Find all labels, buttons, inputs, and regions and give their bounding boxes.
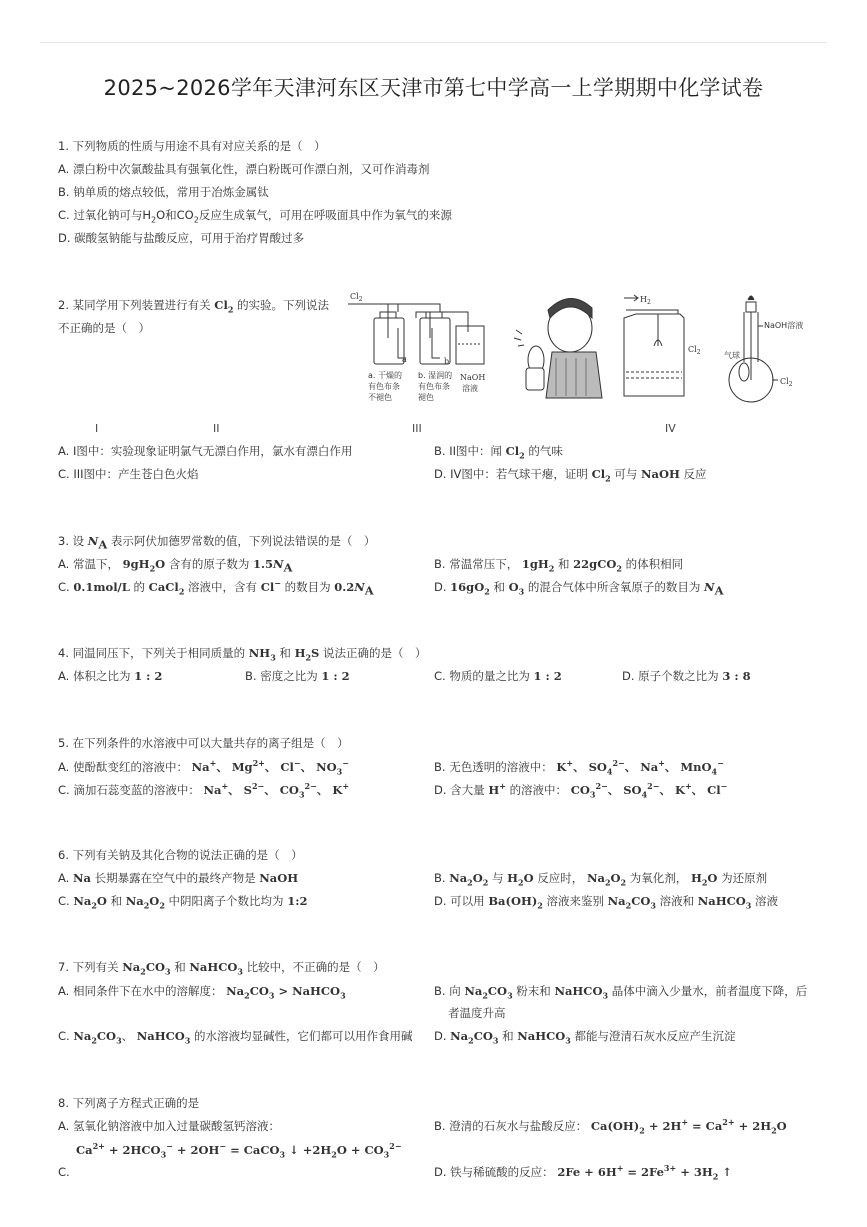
option-c[interactable]: C. 过氧化钠可与$H_2O$和$CO_2$反应生成氧气，可用在呼吸面具中作为氧气的来源	[58, 208, 452, 225]
figure-label-iii: III	[412, 422, 422, 435]
option-text: 为还原剂	[721, 871, 768, 885]
svg-text:有色布条: 有色布条	[418, 382, 450, 391]
option-a[interactable]: A. 氢氧化钠溶液中加入过量碳酸氢钙溶液：	[58, 1119, 280, 1133]
option-b[interactable]: B. 澄清的石灰水与盐酸反应： $Ca(OH)_2 + 2H^+ = Ca^{2+} + 2H_2O$	[434, 1117, 787, 1136]
option-value: 1 : 2	[134, 669, 163, 683]
option-text: B. 澄清的石灰水与盐酸反应：	[434, 1119, 588, 1133]
option-b[interactable]: B. 无色透明的溶液中： K+、 $SO_4^{2-}$、 Na+、 MnO$_4$−	[434, 758, 724, 777]
option-d[interactable]: D. $Na_2CO_3$ 和 NaHCO$_3$ 都能与澄清石灰水反应产生沉淀	[434, 1029, 736, 1046]
svg-text:a: a	[402, 355, 407, 364]
option-b[interactable]: B. II图中：闻 $Cl_2$ 的气味	[434, 444, 563, 461]
question-stem: 7. 下列有关 $Na_2CO_3$ 和 NaHCO$_3$ 比较中，不正确的是（ ）	[58, 960, 385, 977]
option-text: 长期暴露在空气中的最终产物是	[94, 871, 256, 885]
option-text: 反应	[683, 467, 707, 481]
option-text: 和	[502, 1029, 514, 1043]
question-stem: 5. 在下列条件的水溶液中可以大量共存的离子组是（ ）	[58, 736, 349, 750]
option-value: 1 : 2	[321, 669, 350, 683]
option-text: 和	[110, 894, 123, 908]
apparatus-figures	[340, 288, 840, 418]
option-text: 的	[133, 580, 146, 594]
figure-label-i: I	[95, 422, 99, 435]
question-stem: 1. 下列物质的性质与用途不具有对应关系的是（ ）	[58, 139, 326, 153]
cl2-label: $Cl_2$	[350, 292, 363, 303]
option-text: A. 使酚酞变红的溶液中：	[58, 760, 188, 774]
option-text: 的体积相同	[625, 557, 684, 571]
option-text: 、	[121, 1029, 134, 1043]
option-text: D. 铁与稀硫酸的反应：	[434, 1165, 554, 1179]
option-a[interactable]: A. 使酚酞变红的溶液中： Na+、 $Mg^{2+}$、 Cl−、 $NO_3^-$	[58, 758, 349, 777]
question-stem: 2. 某同学用下列装置进行有关 $Cl_2$ 的实验。下列说法	[58, 298, 330, 315]
option-c[interactable]: C. 0.1mol/L 的 CaCl$_2$ 溶液中，含有 Cl− 的数目为 $0.2N_A$	[58, 578, 374, 598]
option-a[interactable]: A. 漂白粉中次氯酸盐具有强氧化性，漂白粉既可作漂白剂，又可作消毒剂	[58, 162, 430, 176]
option-text: D. 可以用	[434, 894, 485, 908]
option-b[interactable]: B. 向 $Na_2CO_3$ 粉末和 NaHCO$_3$ 晶体中滴入少量水，前者温度下降，后	[434, 984, 808, 1001]
option-text: C. 过氧化钠可与H	[58, 208, 151, 222]
option-text: D. IV图中：若气球干瘪，证明	[434, 467, 588, 481]
option-text: 粉末和	[516, 984, 551, 998]
option-text: A. 相同条件下在水中的溶解度：	[58, 984, 223, 998]
svg-text:有色布条: 有色布条	[368, 382, 400, 391]
page-title: 2025~2026学年天津河东区天津市第七中学高一上学期期中化学试卷	[103, 76, 764, 100]
figure-label-ii: II	[213, 422, 220, 435]
stem-text: 的实验。下列说法	[237, 298, 330, 312]
option-text: 的数目为	[284, 580, 331, 594]
option-c[interactable]	[434, 668, 562, 684]
option-a-equation: $Ca^{2+} + 2HCO_3^- + 2OH^-$ = CaCO$_3$ ↓ $+2H_2O + CO_3^{2-}$	[76, 1141, 402, 1160]
option-text: 可与	[614, 467, 638, 481]
option-text: O和CO	[156, 208, 194, 222]
option-text: C.	[58, 894, 70, 908]
option-b-line2: 者温度升高	[448, 1006, 506, 1020]
option-c[interactable]: C.	[58, 1165, 70, 1179]
option-b[interactable]: B. $Na_2O_2$ 与 $H_2O$ 反应时， $Na_2O_2$ 为氧化剂， $H_2O$ 为还原剂	[434, 871, 768, 888]
option-c[interactable]: C. III图中：产生苍白色火焰	[58, 467, 199, 481]
option-value: 3 : 8	[722, 669, 751, 683]
option-d[interactable]: D. IV图中：若气球干瘪，证明 $Cl_2$ 可与 NaOH 反应	[434, 467, 707, 484]
option-text: 溶液来鉴别	[546, 894, 604, 908]
stem-text: 比较中，不正确的是（ ）	[246, 960, 385, 974]
stem-text: 7. 下列有关	[58, 960, 119, 974]
option-text: B. 常温常压下，	[434, 557, 519, 571]
option-text: B. 无色透明的溶液中：	[434, 760, 553, 774]
svg-text:溶液: 溶液	[462, 384, 478, 393]
option-text: B. 密度之比为	[245, 669, 318, 683]
option-text: 都能与澄清石灰水反应产生沉淀	[574, 1029, 736, 1043]
option-c[interactable]: C. 滴加石蕊变蓝的溶液中： Na+、 $S^{2-}$、 $CO_3^{2-}$、 K+	[58, 781, 350, 800]
question-stem: 8. 下列离子方程式正确的是	[58, 1096, 200, 1110]
stem-text: 表示阿伏加德罗常数的值，下列说法错误的是（ ）	[110, 534, 376, 548]
option-a[interactable]: A. 相同条件下在水中的溶解度： $Na_2CO_3$ > NaHCO$_3$	[58, 984, 346, 1001]
figure-label-iv: IV	[665, 422, 676, 435]
option-d[interactable]	[622, 668, 751, 684]
option-text: 的气味	[528, 444, 563, 458]
option-text: B.	[434, 871, 446, 885]
option-d[interactable]: D. 铁与稀硫酸的反应： $2Fe + 6H^+ = 2Fe^{3+} + 3H_2$ ↑	[434, 1163, 732, 1182]
option-a[interactable]: A. I图中：实验现象证明氯气无漂白作用，氯水有漂白作用	[58, 444, 353, 458]
option-c[interactable]: C. $Na_2CO_3$、 NaHCO$_3$ 的水溶液均显碱性，它们都可以用作食用碱	[58, 1029, 413, 1046]
stem-text: 和	[174, 960, 186, 974]
option-a[interactable]	[58, 668, 162, 684]
option-text: C. 物质的量之比为	[434, 669, 530, 683]
option-text: 的水溶液均显碱性，它们都可以用作食用碱	[194, 1029, 413, 1043]
option-d[interactable]: D. 含大量 H+ 的溶液中： $CO_3^{2-}$、 $SO_4^{2-}$、 K+、 Cl−	[434, 781, 728, 800]
question-stem-line2: 不正确的是（ ）	[58, 321, 150, 335]
option-d[interactable]: D. 碳酸氢钠能与盐酸反应，可用于治疗胃酸过多	[58, 231, 305, 245]
option-text: 溶液中，含有	[188, 580, 258, 594]
option-text: 溶液和	[659, 894, 695, 908]
option-text: 与	[492, 871, 504, 885]
question-stem: 3. 设 $N_A$ 表示阿伏加德罗常数的值，下列说法错误的是（ ）	[58, 534, 376, 552]
option-text: D.	[434, 580, 447, 594]
svg-text:NaOH: NaOH	[460, 373, 486, 382]
question-stem: 6. 下列有关钠及其化合物的说法正确的是（ ）	[58, 848, 303, 862]
person-smelling-illustration	[514, 298, 602, 398]
option-text: A.	[58, 871, 70, 885]
svg-text:b. 湿润的: b. 湿润的	[418, 371, 453, 380]
option-text: 反应生成氧气，可用在呼吸面具中作为氧气的来源	[198, 208, 452, 222]
option-text: 的混合气体中所含氧原子的数目为	[527, 580, 701, 594]
stem-text: 3. 设	[58, 534, 85, 548]
option-text: B. 向	[434, 984, 461, 998]
stem-text: 说法正确的是（ ）	[323, 646, 427, 660]
option-value: 1:2	[287, 894, 308, 908]
option-b[interactable]: B. 钠单质的熔点较低，常用于冶炼金属钛	[58, 185, 269, 199]
stem-text: 4. 同温同压下，下列关于相同质量的	[58, 646, 246, 660]
option-value: 1 : 2	[533, 669, 562, 683]
option-a[interactable]: A. 常温下， $9gH_2O$ 含有的原子数为 $1.5N_A$	[58, 557, 293, 575]
svg-text:不褪色: 不褪色	[368, 393, 392, 402]
option-text: D. 原子个数之比为	[622, 669, 719, 683]
option-text: 和	[493, 580, 505, 594]
question-stem: 4. 同温同压下，下列关于相同质量的 $NH_3$ 和 $H_2S$ 说法正确的是（ ）	[58, 646, 427, 663]
option-text: C. 滴加石蕊变蓝的溶液中：	[58, 783, 200, 797]
svg-text:b: b	[444, 357, 450, 366]
option-text: 和	[558, 557, 570, 571]
cl2-label: $Cl_2$	[780, 377, 793, 388]
option-c[interactable]: C. $Na_2O$ 和 $Na_2O_2$ 中阴阳离子个数比均为 1:2	[58, 894, 308, 911]
option-d[interactable]: D. 可以用 $Ba(OH)_2$ 溶液来鉴别 $Na_2CO_3$ 溶液和 NaHCO$_3$ 溶液	[434, 894, 778, 911]
option-text: D.	[434, 1029, 447, 1043]
svg-text:褪色: 褪色	[418, 393, 434, 402]
option-text: 的溶液中：	[509, 783, 568, 797]
option-text: A. 体积之比为	[58, 669, 131, 683]
option-text: 晶体中滴入少量水，前者温度下降，后	[611, 984, 808, 998]
option-text: 反应时，	[537, 871, 584, 885]
svg-text:气球: 气球	[724, 351, 740, 360]
cl2-label: $Cl_2$	[688, 345, 701, 356]
option-b[interactable]: B. 常温常压下， $1gH_2$ 和 22gCO$_2$ 的体积相同	[434, 557, 684, 574]
option-text: 溶液	[755, 894, 778, 908]
option-text: 为氧化剂，	[629, 871, 688, 885]
option-d[interactable]: D. $16gO_2$ 和 $O_3$ 的混合气体中所含氧原子的数目为 $N_A$	[434, 580, 724, 598]
option-text: D. 含大量	[434, 783, 485, 797]
option-text: 含有的原子数为	[168, 557, 250, 571]
option-text: A. 常温下，	[58, 557, 119, 571]
option-text: C.	[58, 580, 70, 594]
h2-label: $H_2$	[640, 295, 651, 306]
stem-text: 2. 某同学用下列装置进行有关	[58, 298, 211, 312]
option-b[interactable]	[245, 668, 350, 684]
option-text: C.	[58, 1029, 70, 1043]
svg-text:NaOH溶液: NaOH溶液	[764, 321, 804, 330]
top-divider	[40, 42, 827, 43]
option-a[interactable]: A. Na 长期暴露在空气中的最终产物是 NaOH	[58, 871, 299, 885]
option-text: 中阴阳离子个数比均为	[168, 894, 284, 908]
stem-text: 和	[279, 646, 291, 660]
svg-text:a. 干燥的: a. 干燥的	[368, 371, 402, 380]
option-text: B. II图中：闻	[434, 444, 502, 458]
